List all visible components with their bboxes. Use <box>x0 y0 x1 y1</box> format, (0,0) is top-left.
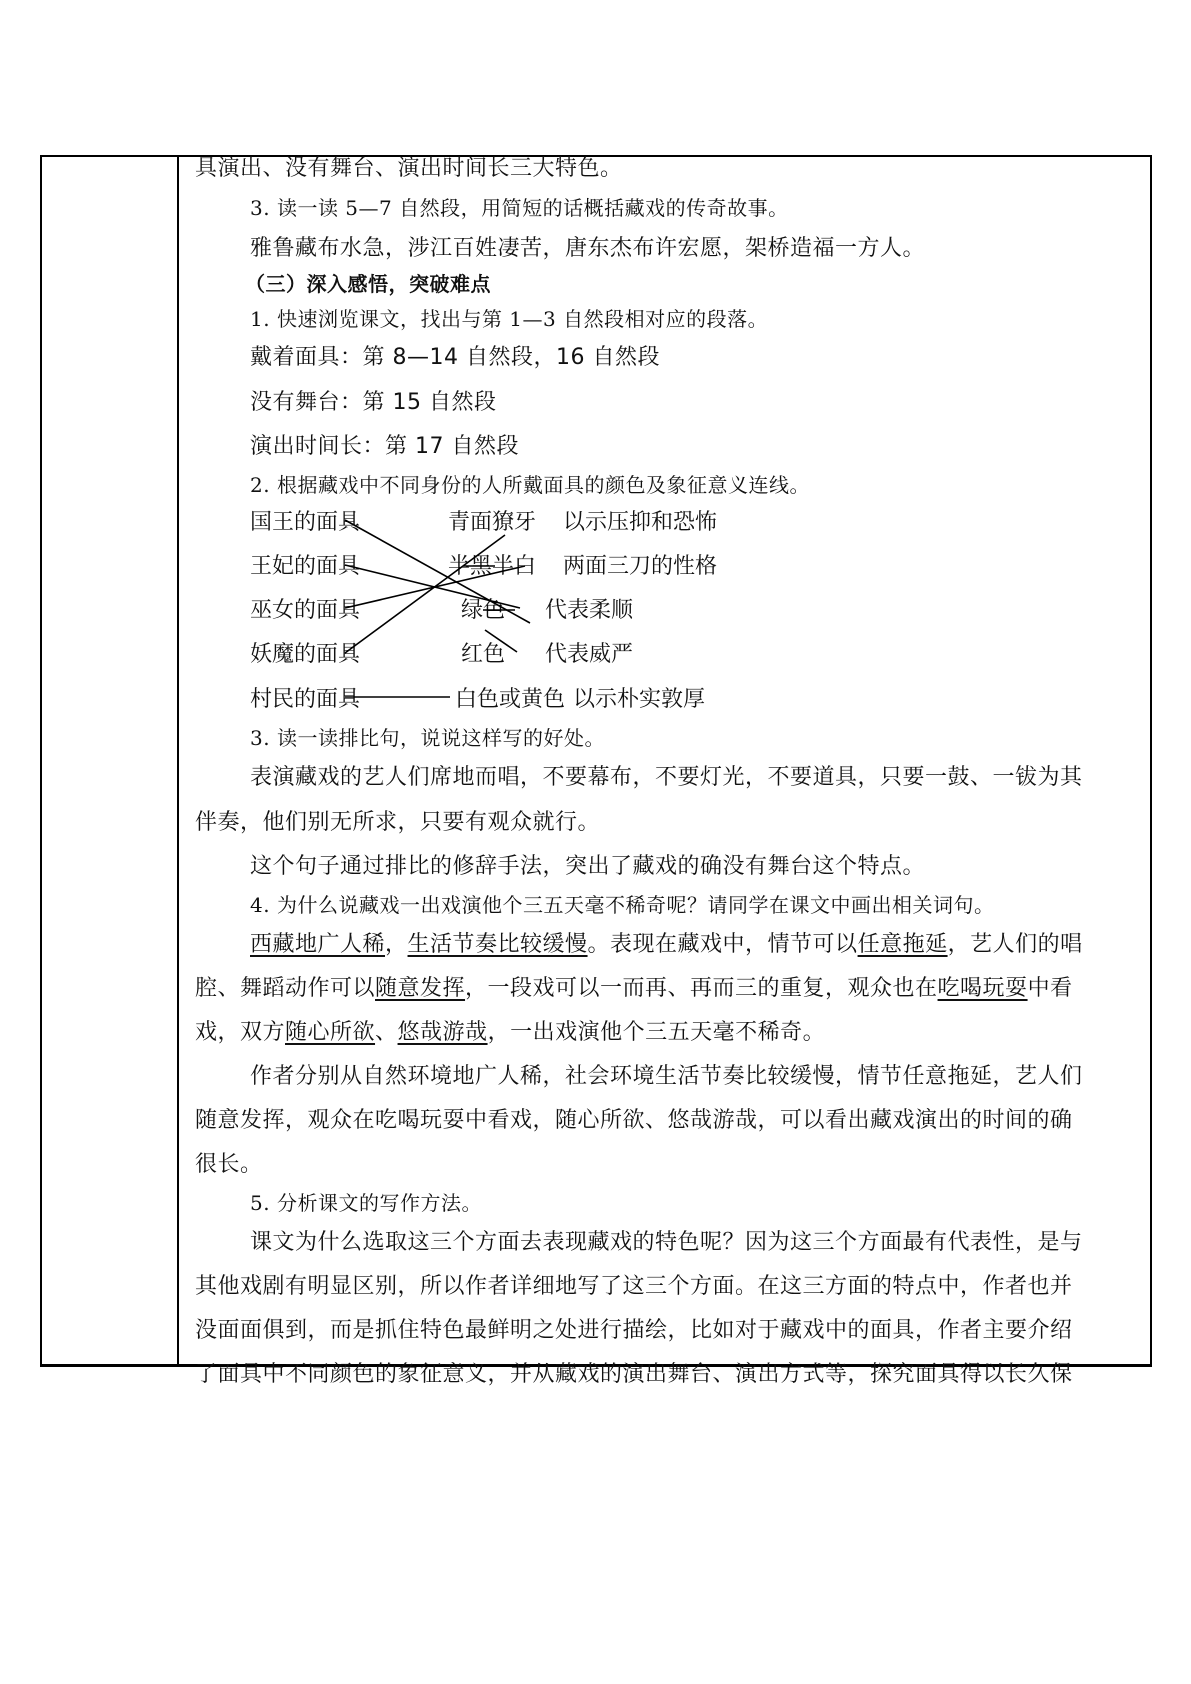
text-line: 其他戏剧有明显区别，所以作者详细地写了这三个方面。在这三方面的特点中，作者也并 <box>195 1274 1073 1299</box>
mask-label: 巫女的面具 <box>250 598 361 623</box>
text-line: 具演出、没有舞台、演出时间长三大特色。 <box>195 156 623 181</box>
underlined-phrase: 悠哉游哉 <box>397 1020 488 1045</box>
answer-line: 演出时间长：第 17 自然段 <box>250 434 519 459</box>
mask-label: 国王的面具 <box>250 510 361 535</box>
question-line: 3. 读一读排比句，说说这样写的好处。 <box>250 726 605 750</box>
underlined-phrase: 吃喝玩耍 <box>937 976 1028 1001</box>
meaning-label: 代表威严 <box>545 642 634 667</box>
text-line: 没面面俱到，而是抓住特色最鲜明之处进行描绘，比如对于藏戏中的面具，作者主要介绍 <box>195 1318 1073 1343</box>
answer-line: 这个句子通过排比的修辞手法，突出了藏戏的确没有舞台这个特点。 <box>250 854 926 879</box>
underlined-phrase: 任意拖延 <box>857 932 948 957</box>
answer-line: 腔、舞蹈动作可以随意发挥，一段戏可以一而再、再而三的重复，观众也在吃喝玩耍中看 <box>195 976 1073 1001</box>
text-line: 表演藏戏的艺人们席地而唱，不要幕布，不要灯光，不要道具，只要一鼓、一钹为其 <box>250 765 1083 790</box>
text-line: 课文为什么选取这三个方面去表现藏戏的特色呢？因为这三个方面最有代表性，是与 <box>250 1230 1083 1255</box>
color-label: 白色或黄色 <box>455 687 566 712</box>
meaning-label: 代表柔顺 <box>545 598 634 623</box>
underlined-phrase: 生活节奏比较缓慢 <box>407 932 588 957</box>
text-line: 随意发挥，观众在吃喝玩耍中看戏，随心所欲、悠哉游哉，可以看出藏戏演出的时间的确 <box>195 1108 1073 1133</box>
link-line <box>345 535 505 653</box>
question-line: 5. 分析课文的写作方法。 <box>250 1191 482 1215</box>
meaning-label: 两面三刀的性格 <box>563 554 718 579</box>
answer-line: 戏，双方随心所欲、悠哉游哉，一出戏演他个三五天毫不稀奇。 <box>195 1020 826 1045</box>
table-column-divider <box>177 157 179 1364</box>
question-line: 3. 读一读 5—7 自然段，用简短的话概括藏戏的传奇故事。 <box>250 196 789 220</box>
answer-line: 西藏地广人稀，生活节奏比较缓慢。表现在藏戏中，情节可以任意拖延，艺人们的唱 <box>250 932 1083 957</box>
underlined-phrase: 随意发挥 <box>375 976 466 1001</box>
color-label: 绿色 <box>461 598 506 623</box>
question-line: 4. 为什么说藏戏一出戏演他个三五天毫不稀奇呢？请同学在课文中画出相关词句。 <box>250 893 995 917</box>
answer-line: 雅鲁藏布水急，涉江百姓凄苦，唐东杰布许宏愿，架桥造福一方人。 <box>250 236 926 261</box>
text-line: 作者分别从自然环境地广人稀，社会环境生活节奏比较缓慢，情节任意拖延，艺人们 <box>250 1064 1083 1089</box>
mask-label: 王妃的面具 <box>250 554 361 579</box>
question-line: 2. 根据藏戏中不同身份的人所戴面具的颜色及象征意义连线。 <box>250 473 810 497</box>
mask-label: 妖魔的面具 <box>250 642 361 667</box>
text-line: 了面具中不同颜色的象征意义，并从藏戏的演出舞台、演出方式等，探究面具得以长久保 <box>195 1362 1073 1387</box>
question-line: 1. 快速浏览课文，找出与第 1—3 自然段相对应的段落。 <box>250 307 769 331</box>
underlined-phrase: 西藏地广人稀 <box>250 932 386 957</box>
color-label: 青面獠牙 <box>448 510 537 535</box>
meaning-label: 以示压抑和恐怖 <box>563 510 718 535</box>
underlined-phrase: 随心所欲 <box>285 1020 376 1045</box>
meaning-label: 以示朴实敦厚 <box>573 687 706 712</box>
text-line: 很长。 <box>195 1152 263 1177</box>
answer-line: 戴着面具：第 8—14 自然段，16 自然段 <box>250 345 660 370</box>
mask-label: 村民的面具 <box>250 687 361 712</box>
color-label: 红色 <box>461 642 506 667</box>
answer-line: 没有舞台：第 15 自然段 <box>250 390 497 415</box>
text-line: 伴奏，他们别无所求，只要有观众就行。 <box>195 810 601 835</box>
color-label: 半黑半白 <box>448 554 537 579</box>
section-heading: （三）深入感悟，突破难点 <box>245 272 491 296</box>
link-line <box>485 630 517 652</box>
